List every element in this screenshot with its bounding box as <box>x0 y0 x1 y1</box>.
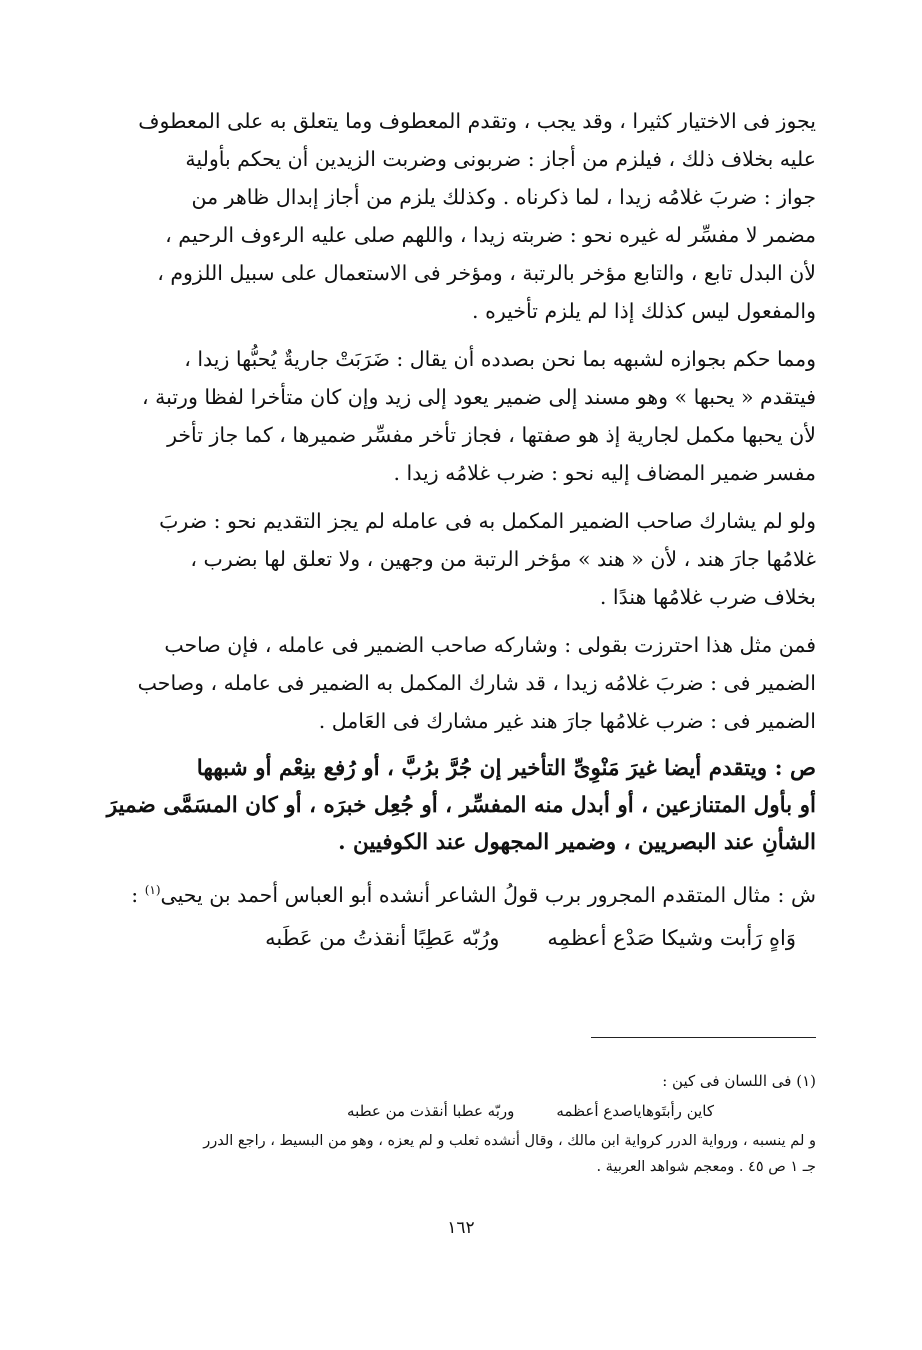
footnote-ref: (١) <box>144 883 161 897</box>
footnote-heading: (١) فى اللسان فى كين : <box>662 1072 816 1090</box>
footnote-separator <box>591 1037 816 1038</box>
verse-second-hemistich: ورُبّه عَطِبًا أنقذتُ من عَطَبه <box>265 925 500 950</box>
sharh-text: ش : مثال المتقدم المجرور برب قولُ الشاعر أنشده أبو العباس أحمد بن يحيى <box>160 882 816 907</box>
poetry-verse <box>100 920 816 956</box>
footnotes <box>100 1068 816 1180</box>
footnote-verse-second: وربّه عطبا أنقذت من عطبه <box>347 1102 515 1120</box>
main-text <box>100 102 816 956</box>
sharh-paragraph <box>100 871 816 914</box>
verse-first-hemistich: وَاهٍ رَأبت وشيكا صَدْع أعظمِه <box>547 925 796 950</box>
paragraph-2: ومما حكم بجوازه لشبهه بما نحن بصدده أن يقال : ضَرَبَتْ جاريةٌ يُحبُّها زيدا ، فيتقدم « يحبها » وهو مسند إلى ضمير يعود إلى زيد وإن كان متأخرا لفظا ورتبة ، لأن يحبها مكمل لجارية إذ هو صفتها ، فجاز تأخر مفسِّر ضميرها ، كما جاز تأخر مفسر ضمير المضاف إليه نحو : ضرب غلامُه زيدا . <box>142 347 816 485</box>
page-number: ١٦٢ <box>447 1218 475 1238</box>
paragraph-4: فمن مثل هذا احترزت بقولى : وشاركه صاحب الضمير فى عامله ، فإن صاحب الضمير فى : ضربَ غلامُه زيدا ، قد شارك المكمل به الضمير فى عامله ، وصاحب الضمير فى : ضرب غلامُها جارَ هند غير مشارك فى العَامل . <box>137 633 816 733</box>
matn-paragraph: ص : ويتقدم أيضا غيرَ مَنْوِىِّ التأخير إن جُرَّ برُبَّ ، أو رُفع بنِعْم أو شبهها أو بأول المتنازعين ، أو أبدل منه المفسِّر ، أو جُعِل خبرَه ، أو كان المسَمَّى ضميرَ الشأنِ عند البصريين ، وضمير المجهول عند الكوفيين . <box>106 756 816 855</box>
paragraph-3: ولو لم يشارك صاحب الضمير المكمل به فى عامله لم يجز التقديم نحو : ضربَ غلامُها جارَ هند ، لأن « هند » مؤخر الرتبة من وجهين ، ولا تعلق لها بضرب ، بخلاف ضرب غلامُها هندًا . <box>159 509 816 609</box>
footnote-verse <box>100 1098 816 1124</box>
footnote-text: و لم ينسبه ، ورواية الدرر كرواية ابن مالك ، وقال أنشده ثعلب و لم يعزه ، وهو من البسيط ، راجع الدرر جـ ١ ص ٤٥ . ومعجم شواهد العربية . <box>203 1133 816 1175</box>
footnote-verse-first: كاين رأبتَوهاياصدع أعظمه <box>556 1102 714 1120</box>
paragraph-1: يجوز فى الاختيار كثيرا ، وقد يجب ، وتقدم المعطوف وما يتعلق به على المعطوف عليه بخلاف ذلك ، فيلزم من أجاز : ضربونى وضربت الزيدين أن يحكم بأولية جواز : ضربَ غلامُه زيدا ، لما ذكرناه . وكذلك يلزم من أجاز إبدال ظاهر من مضمر لا مفسِّر له غيره نحو : ضربته زيدا ، واللهم صلى عليه الرءوف الرحيم ، لأن البدل تابع ، والتابع مؤخر بالرتبة ، ومؤخر فى الاستعمال على سبيل اللزوم ، والمفعول ليس كذلك إذا لم يلزم تأخيره . <box>138 109 816 323</box>
sharh-colon: : <box>131 882 145 907</box>
